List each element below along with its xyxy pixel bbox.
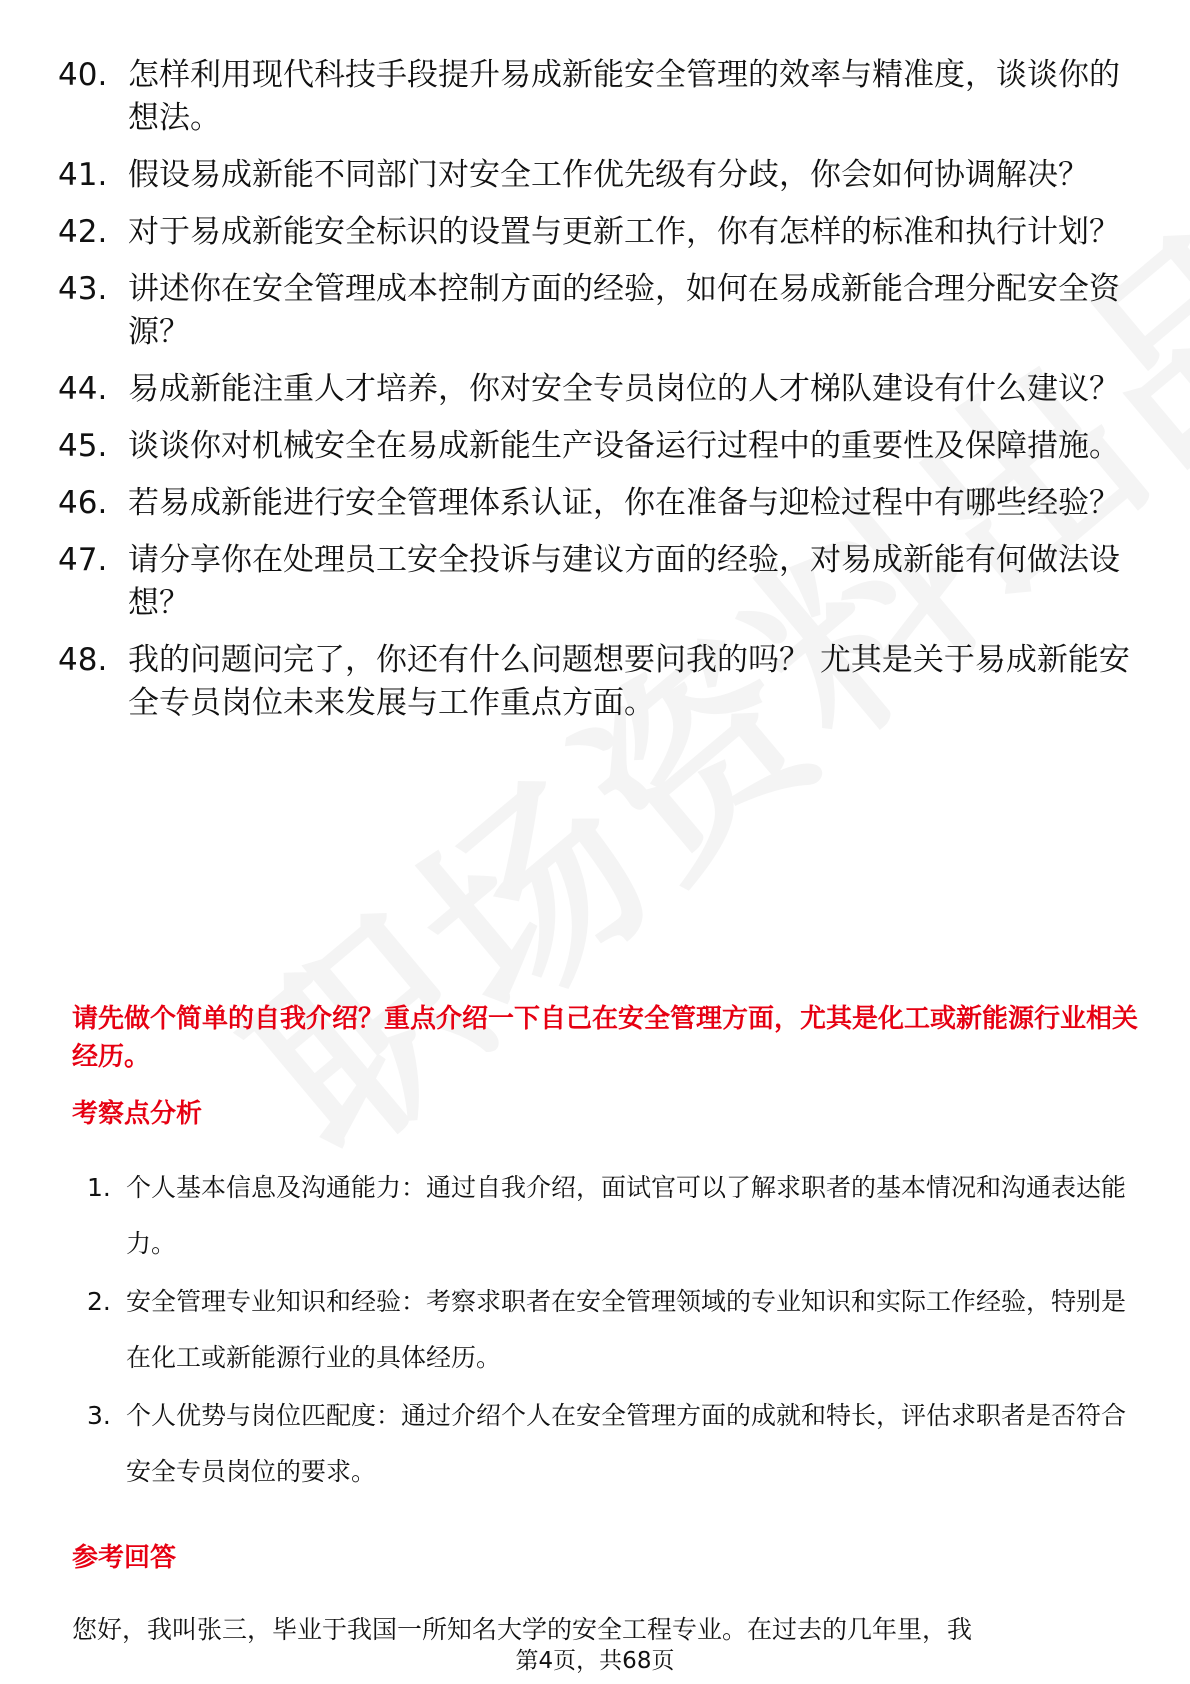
page-number: 第4页，共68页 — [512, 1648, 679, 1674]
question-item — [0, 154, 1190, 197]
question-item — [0, 54, 1190, 140]
question-number: 43. — [58, 271, 108, 307]
analysis-text: 安全管理专业知识和经验：考察求职者在安全管理领域的专业知识和实际工作经验，特别是在化工或新能源行业的具体经历。 — [126, 1287, 1127, 1372]
question-number: 41. — [58, 157, 108, 193]
question-item — [0, 211, 1190, 254]
question-number: 40. — [58, 57, 108, 93]
question-text: 怎样利用现代科技手段提升易成新能安全管理的效率与精准度，谈谈你的想法。 — [128, 57, 1120, 136]
question-text: 易成新能注重人才培养，你对安全专员岗位的人才梯队建设有什么建议？ — [128, 371, 1120, 407]
analysis-text: 个人基本信息及沟通能力：通过自我介绍，面试官可以了解求职者的基本情况和沟通表达能力。 — [126, 1173, 1127, 1258]
page-footer — [0, 1646, 1190, 1676]
analysis-number: 1. — [87, 1173, 111, 1202]
question-item — [0, 268, 1190, 354]
question-number: 47. — [58, 542, 108, 578]
question-item — [0, 639, 1190, 725]
question-number: 48. — [58, 642, 108, 678]
question-text: 若易成新能进行安全管理体系认证，你在准备与迎检过程中有哪些经验？ — [128, 485, 1120, 521]
analysis-title: 考察点分析 — [72, 1099, 203, 1129]
question-text: 谈谈你对机械安全在易成新能生产设备运行过程中的重要性及保障措施。 — [128, 428, 1120, 464]
question-number: 44. — [58, 371, 108, 407]
question-text: 讲述你在安全管理成本控制方面的经验，如何在易成新能合理分配安全资源？ — [128, 271, 1120, 350]
question-item — [0, 482, 1190, 525]
question-text: 对于易成新能安全标识的设置与更新工作，你有怎样的标准和执行计划？ — [128, 214, 1120, 250]
answer-title: 参考回答 — [72, 1543, 177, 1573]
question-number: 45. — [58, 428, 108, 464]
analysis-list — [0, 1160, 1190, 1502]
question-number: 42. — [58, 214, 108, 250]
question-text: 我的问题问完了，你还有什么问题想要问我的吗？ 尤其是关于易成新能安全专员岗位未来发展与工作重点方面。 — [128, 642, 1130, 721]
question-item — [0, 539, 1190, 625]
analysis-item — [0, 1160, 1190, 1272]
answer-text: 您好，我叫张三，毕业于我国一所知名大学的安全工程专业。在过去的几年里，我 — [72, 1615, 973, 1644]
question-list — [0, 54, 1190, 739]
question-item — [0, 368, 1190, 411]
question-number: 46. — [58, 485, 108, 521]
analysis-item — [0, 1274, 1190, 1386]
question-item — [0, 425, 1190, 468]
analysis-number: 2. — [87, 1287, 111, 1316]
analysis-item — [0, 1388, 1190, 1500]
question-text: 假设易成新能不同部门对安全工作优先级有分歧，你会如何协调解决？ — [128, 157, 1089, 193]
analysis-text: 个人优势与岗位匹配度：通过介绍个人在安全管理方面的成就和特长，评估求职者是否符合安全专员岗位的要求。 — [126, 1401, 1127, 1486]
question-text: 请分享你在处理员工安全投诉与建议方面的经验，对易成新能有何做法设想？ — [128, 542, 1120, 621]
analysis-number: 3. — [87, 1401, 111, 1430]
featured-question: 请先做个简单的自我介绍？重点介绍一下自己在安全管理方面，尤其是化工或新能源行业相关经历。 — [72, 1004, 1139, 1072]
